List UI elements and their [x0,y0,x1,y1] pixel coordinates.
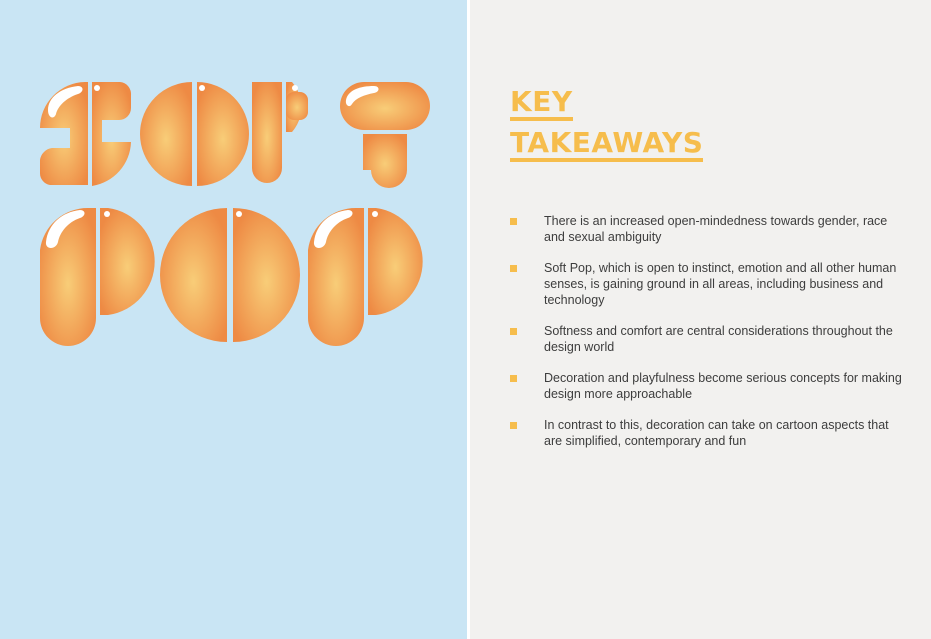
bullet-square-icon [510,422,517,429]
right-panel [470,0,931,639]
takeaway-text: In contrast to this, decoration can take on cartoon aspects that are simplified, contemporary and fun [544,418,889,448]
letter-p2-shape [40,208,155,346]
list-item [510,323,910,355]
takeaway-text: Softness and comfort are central considerations throughout the design world [544,324,893,354]
heading-line-1: KEY [510,86,573,121]
letter-t-shape [340,82,430,188]
letter-p-shape [252,82,308,183]
list-item [510,417,910,449]
takeaway-text: There is an increased open-mindedness towards gender, race and sexual ambiguity [544,214,888,244]
bullet-square-icon [510,375,517,382]
bullet-square-icon [510,218,517,225]
letter-s-shape [40,82,131,186]
list-item [510,260,910,308]
list-item [510,213,910,245]
takeaways-list [510,213,910,464]
takeaway-text: Soft Pop, which is open to instinct, emotion and all other human senses, is gaining ground in all areas, including business and technology [544,261,897,307]
letter-o2-shape [160,208,300,342]
key-takeaways-heading [510,84,703,166]
bullet-square-icon [510,328,517,335]
heading-line-2: TAKEAWAYS [510,127,703,162]
letter-o-shape [140,82,249,186]
soft-pop-logo [30,70,440,355]
list-item [510,370,910,402]
takeaway-text: Decoration and playfulness become serious concepts for making design more approachable [544,371,902,401]
bullet-square-icon [510,265,517,272]
letter-p3-shape [308,208,423,346]
